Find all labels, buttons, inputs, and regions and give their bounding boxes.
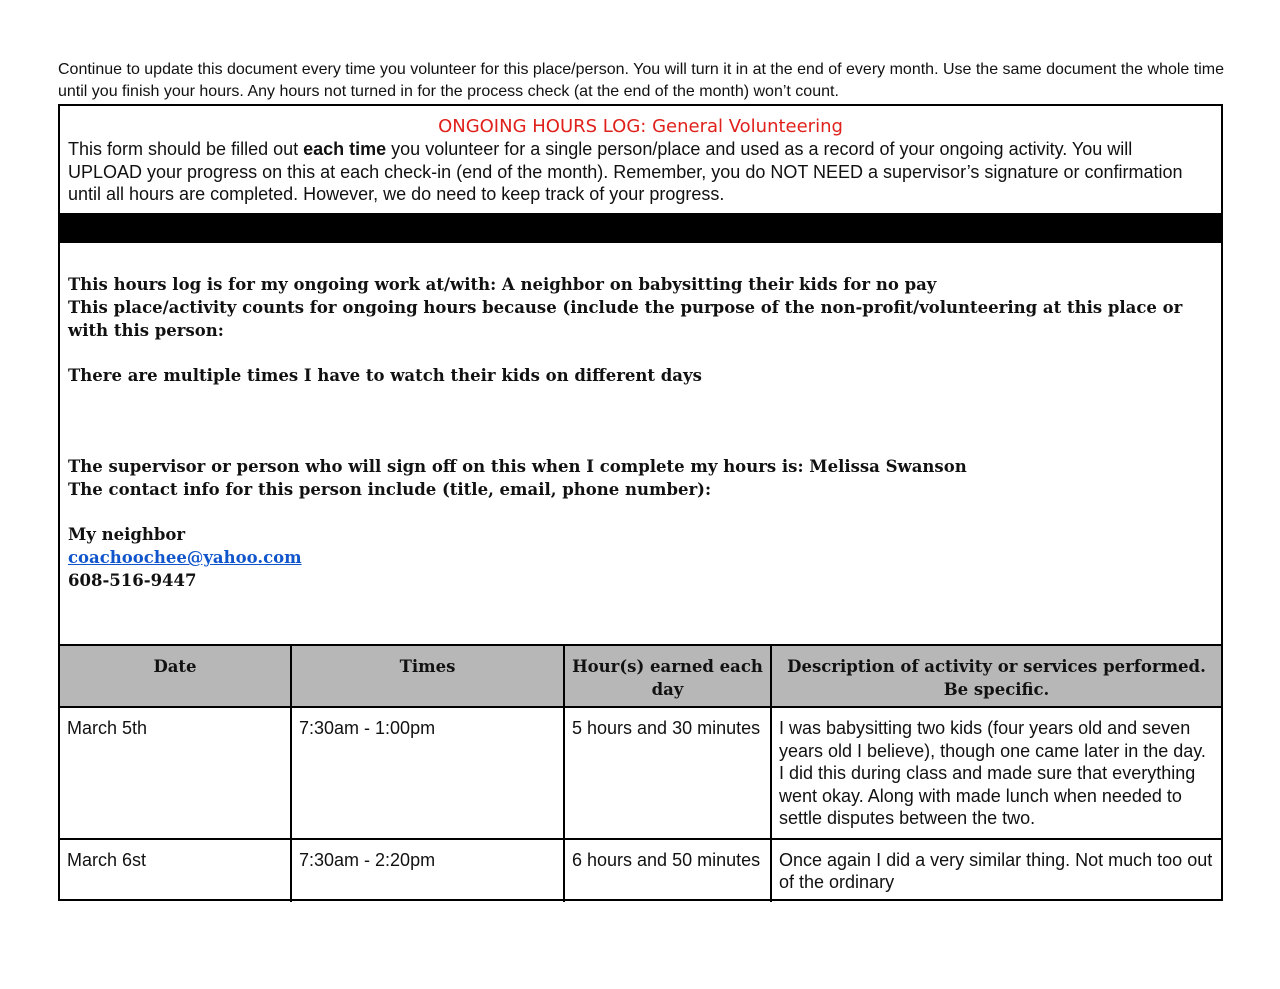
volunteer-info bbox=[68, 274, 1208, 593]
reason-line: There are multiple times I have to watch their kids on different days bbox=[68, 366, 702, 386]
hours-log-table bbox=[60, 644, 1221, 902]
row-description: I was babysitting two kids (four years old and seven years old I believe), though one came later in the day. I did this during class and made sure that everything went okay. Along with made lunch when needed to settle disputes between the two. bbox=[771, 707, 1221, 839]
header-times: Times bbox=[291, 645, 564, 707]
table-header-row bbox=[60, 645, 1221, 707]
ongoing-work-line: This hours log is for my ongoing work at/with: A neighbor on babysitting their kids for no pay bbox=[68, 275, 937, 294]
contact-label-line: The contact info for this person include (title, email, phone number): bbox=[68, 479, 712, 499]
table-row bbox=[60, 707, 1221, 839]
header-description: Description of activity or services performed. Be specific. bbox=[771, 645, 1221, 707]
form-header bbox=[60, 106, 1221, 213]
header-hours: Hour(s) earned each day bbox=[564, 645, 771, 707]
counts-because-line: This place/activity counts for ongoing hours because (include the purpose of the non-profit/volunteering at this place or with this person: bbox=[68, 297, 1183, 340]
contact-email-link[interactable]: coachoochee@yahoo.com bbox=[68, 548, 302, 568]
form-description bbox=[68, 138, 1208, 206]
header-date: Date bbox=[60, 645, 291, 707]
contact-title: My neighbor bbox=[68, 525, 186, 545]
row-description: Once again I did a very similar thing. Not much too out of the ordinary bbox=[771, 839, 1221, 902]
contact-phone: 608-516-9447 bbox=[68, 570, 197, 590]
row-date: March 5th bbox=[60, 707, 291, 839]
form-description-emphasis: each time bbox=[303, 139, 387, 159]
intro-instructions: Continue to update this document every time you volunteer for this place/person. You will turn it in at the end of every month. Use the same document the whole time until you finish your hours. Any hours not turned in for the process check (at the end of the month) won’t count. bbox=[58, 61, 1224, 100]
form-description-rest: you volunteer for a single person/place and used as a record of your ongoing activity. You will UPLOAD your progress on this at each check-in (end of the month). Remember, you do NOT NEED a supervisor’s signature or confirmation until all hours are completed. However, we do need to keep track of your progress. bbox=[68, 139, 1183, 204]
row-date: March 6st bbox=[60, 839, 291, 902]
row-times: 7:30am - 2:20pm bbox=[291, 839, 564, 902]
row-hours: 6 hours and 50 minutes bbox=[564, 839, 771, 902]
form-title: ONGOING HOURS LOG: General Volunteering bbox=[438, 116, 843, 137]
section-divider-bar bbox=[60, 213, 1221, 243]
supervisor-line: The supervisor or person who will sign off on this when I complete my hours is: Melissa Swanson bbox=[68, 456, 967, 476]
form-description-start: This form should be filled out bbox=[68, 139, 304, 159]
hours-log-form bbox=[58, 104, 1223, 901]
row-hours: 5 hours and 30 minutes bbox=[564, 707, 771, 839]
row-times: 7:30am - 1:00pm bbox=[291, 707, 564, 839]
table-row bbox=[60, 839, 1221, 902]
